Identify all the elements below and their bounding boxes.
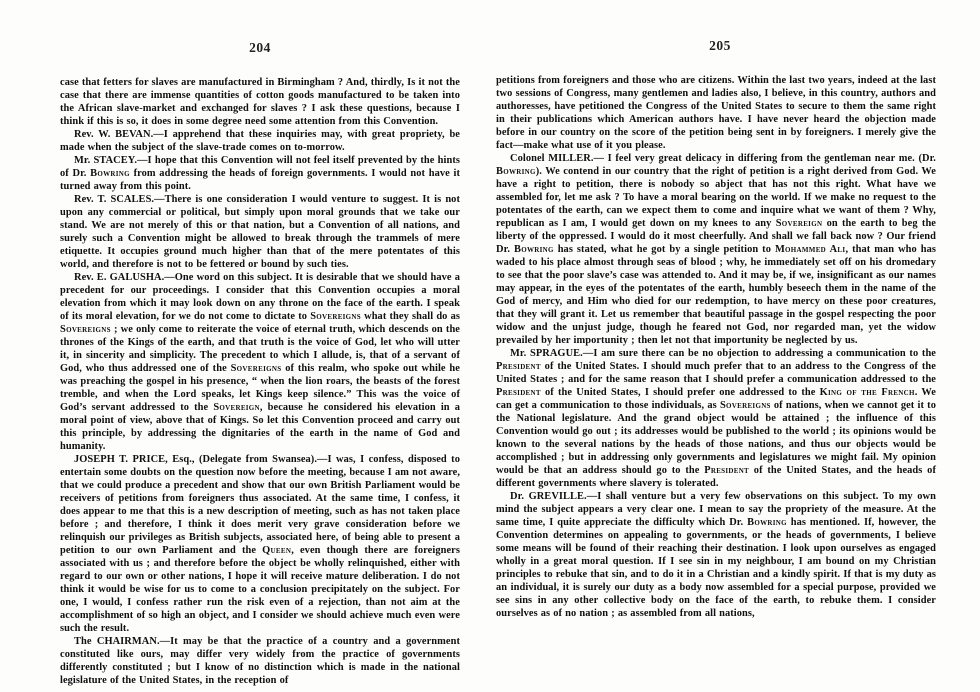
page-number-left: 204	[249, 40, 271, 55]
paragraph-speech-chairman: The CHAIRMAN.—It may be that the practice of a country and a government constituted like ours, may differ very widely from the practice of governments differently constituted ; but I know of no distinction which is made in the national legislature of the United States, in the reception of	[60, 636, 460, 686]
small-caps-term: Sovereigns	[310, 311, 361, 322]
small-caps-term: Sovereigns	[230, 363, 282, 374]
paragraph-speech-miller: Colonel MILLER.— I feel very great delicacy in differing from the gentleman near me. (Dr. Bowring). We contend in our country that the right of petition is a right derived from God. We have a right to petition, there is nobody so abject that has not this right. What have we assembled for, let me ask ? To have a moral bearing on the world. If we make no request to the potentates of the earth, can we expect them to come and inquire what we want of them ? Why, republican as I am, I would get down on my knees to any Sovereign on the earth to beg the liberty of the oppressed. I would do it most cheerfully. And shall we fall back now ? Our friend Dr. Bowring has stated, what he got by a single petition to Mohammed Ali, that man who has waded to his place almost through seas of blood ; why, he immediately set off on his dromedary to see that the poor slave’s case was attended to. And it may be, if we, insignificant as our names may appear, in the eyes of the potentates of the earth, humbly beseech them in the name of the God of mercy, and Him who died for our redemption, to have mercy on these poor creatures, that they will grant it. Let us remember that beautiful passage in the gospel respecting the poor widow and the unjust judge, though he feared not God, nor regarded man, yet the widow prevailed by her importunity ; then let not that importunity be neglected by us.	[496, 153, 936, 346]
small-caps-term: President	[496, 387, 541, 398]
page-number-right: 205	[709, 38, 731, 53]
paragraph-speech-scales: Rev. T. SCALES.—There is one consideration I would venture to suggest. It is not upon any commercial or political, but simply upon moral grounds that we take our stand. We are not merely of this or that nation, but a Convention of all nations, and surely such a Convention might be allowed to break through the trammels of mere etiquette. It occupies ground much higher than that of the mere potentates of this world, and therefore is not to be fettered or bound by such ties.	[60, 194, 460, 270]
small-caps-term: King of the French	[819, 387, 915, 398]
paragraph-speech-galusha: Rev. E. GALUSHA.—One word on this subject. It is desirable that we should have a precedent for our proceedings. I consider that this Convention occupies a moral elevation from which it may look down on any throne on the face of the earth. I speak of its moral elevation, for we do not come to dictate to Sovereigns what they shall do as Sovereigns ; we only come to reiterate the voice of eternal truth, which descends on the thrones of the Kings of the earth, and that truth is the voice of God, let who will utter it, in sincerity and simplicity. The precedent to which I allude, is, that of a servant of God, who thus addressed one of the Sovereigns of this realm, who spoke out while he was preaching the gospel in his presence, “ when the lion roars, the beasts of the forest tremble, and when the Lord speaks, let Kings keep silence.” This was the voice of God’s servant addressed to the Sovereign, because he considered his elevation in a moral point of view, above that of Kings. So let this Convention proceed and carry out this principle, by addressing the dignitaries of the earth in the name of God and humanity.	[60, 272, 460, 452]
paragraph-speech-stacey: Mr. STACEY.—I hope that this Convention will not feel itself prevented by the hints of Dr. Bowring from addressing the heads of foreign governments. I would not have it turned away from this point.	[60, 155, 460, 192]
small-caps-term: President	[704, 465, 750, 476]
page-column-left	[0, 0, 478, 692]
paragraph: case that fetters for slaves are manufactured in Birmingham ? And, thirdly, Is it not the case that there are immense quantities of cotton goods manufactured to be taken into the African slave-market and exchanged for slaves ? I ask these questions, because I think if this is so, it does in some degree need some attention from this Convention.	[60, 77, 460, 127]
small-caps-term: Queen	[262, 545, 292, 556]
paragraph-speech-sprague: Mr. SPRAGUE.—I am sure there can be no objection to addressing a communication to the President of the United States. I should much prefer that to an address to the Congress of the United States ; and for the same reason that I should prefer a communication addressed to the President of the United States, I should prefer one addressed to the King of the French. We can get a communication to those individuals, as Sovereigns of nations, when we cannot get it to the National legislature. And the grand object would be attained ; the influence of this Convention would go out ; its addresses would be published to the world ; its opinions would be known to the several nations by the heads of those nations, and thus our objects would be accomplished ; but in addressing only governments and legislatures we might fail. My opinion would be that an address should go to the President of the United States, and the heads of different governments where slavery is tolerated.	[496, 348, 937, 489]
page-body-left	[60, 76, 460, 687]
paragraph-speech-price: JOSEPH T. PRICE, Esq., (Delegate from Swansea).—I was, I confess, disposed to entertain some doubts on the question now before the meeting, because I am not aware, that we could produce a precedent and show that our own British Parliament would be receivers of petitions from foreigners thus associated. At the same time, I confess, it does appear to me that this is a new description of meeting, such as has not taken place before ; and therefore, I think it does merit very grave consideration before we relinquish our privileges as British subjects, associated here, of being able to present a petition to our own Parliament and the Queen, even though there are foreigners associated with us ; and therefore before the object be wholly relinquished, either with regard to our own or other nations, I hope it will receive mature deliberation. I do not think it would be wise for us to come to a conclusion precipitately on the subject. For one, I would, I confess rather run the risk even of a rejection, than not aim at the accomplishment of so high an object, and I consider we should achieve much even were such the result.	[60, 454, 460, 634]
paragraph-speech-greville: Dr. GREVILLE.—I shall venture but a very few observations on this subject. To my own mind the subject appears a very clear one. I mean to say the propriety of the measure. At the same time, I quite appreciate the difficulty which Dr. Bowring has mentioned. If, however, the Convention determines on appealing to governments, or the heads of governments, I believe some means will be found of their reaching their destination. I look upon ourselves as engaged wholly in a great moral question. If I see sin in my neighbour, I am bound on my Christian principles to rebuke that sin, and to do it in a Christian and a kindly spirit. If that is my duty as an individual, it is surely our duty as a body now assembled for a special purpose, provided we see sins in any other collective body on the face of the earth, to rebuke them. I consider ourselves as of no nation ; as assembled from all nations,	[496, 491, 936, 619]
small-caps-term: Sovereigns	[719, 400, 771, 411]
small-caps-term: Bowring	[747, 517, 787, 528]
small-caps-term: Sovereign	[775, 218, 823, 229]
small-caps-term: Mohammed Ali	[774, 244, 846, 255]
paragraph-speech-bevan: Rev. W. BEVAN.—I apprehend that these inquiries may, with great propriety, be made when the subject of the slave-trade comes on to-morrow.	[60, 129, 460, 153]
small-caps-term: Bowring	[496, 166, 536, 177]
page-body-right	[496, 74, 936, 620]
page-column-right	[478, 0, 980, 692]
small-caps-term: Bowring	[513, 244, 554, 255]
paragraph: petitions from foreigners and those who are citizens. Within the last two years, indeed at the last two sessions of Congress, many gentlemen and ladies also, I believe, in this country, authors and authoresses, have petitioned the Congress of the United States to secure to them the same right in their publications which American authors have. I have never heard the objection made before in our country on the score of the petition being sent in by foreigners. I merely give the fact—make what use of it you please.	[496, 75, 936, 151]
small-caps-term: Sovereigns	[60, 324, 111, 335]
small-caps-term: Bowring	[90, 168, 130, 179]
small-caps-term: President	[496, 361, 541, 372]
small-caps-term: Sovereign	[213, 402, 260, 413]
